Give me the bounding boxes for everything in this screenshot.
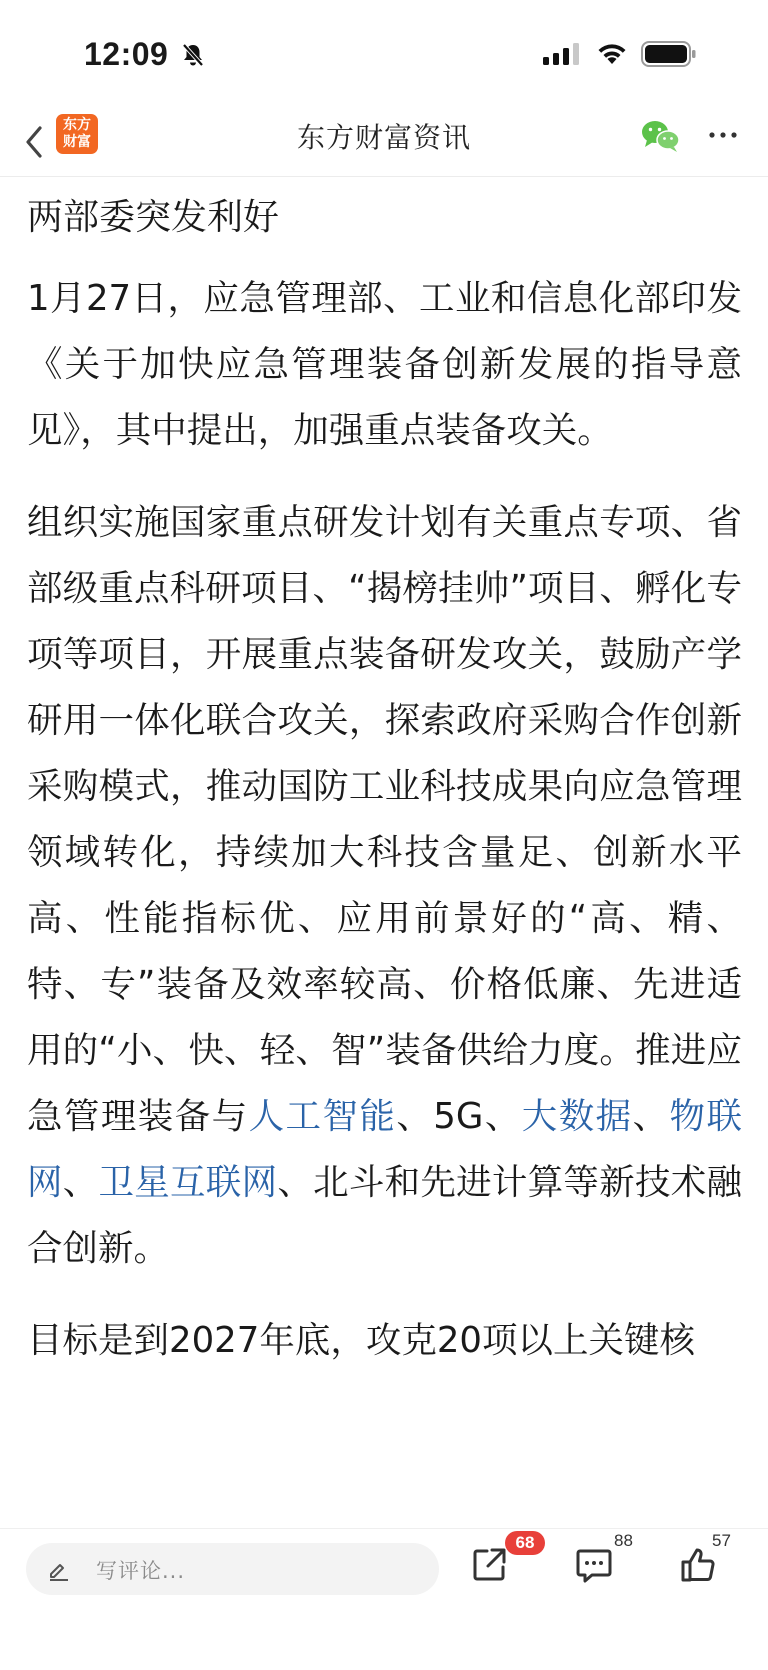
page-title: 东方财富资讯 xyxy=(296,121,471,154)
paragraph-2-sep-2: 、 xyxy=(62,1162,99,1203)
battery-icon xyxy=(641,41,697,67)
paragraph-2-sep-5g: 、5G、 xyxy=(396,1096,522,1137)
wifi-icon xyxy=(595,40,629,66)
comment-icon[interactable] xyxy=(574,1545,614,1585)
bottom-action-bar xyxy=(0,1528,768,1670)
paragraph-2-sep-1: 、 xyxy=(632,1096,670,1137)
comment-placeholder: 写评论... xyxy=(96,1559,186,1583)
comment-count: 88 xyxy=(614,1531,633,1550)
article-subheading: 两部委突发利好 xyxy=(27,197,280,238)
link-big-data[interactable]: 大数据 xyxy=(521,1096,633,1137)
bell-slash-icon xyxy=(180,42,206,68)
logo-text-line1: 东方 xyxy=(63,117,91,133)
more-dots-icon[interactable] xyxy=(706,120,740,150)
status-time: 12:09 xyxy=(84,36,169,72)
paragraph-2-text-b: 、北斗和先进计算等新技术融合创新。 xyxy=(27,1162,742,1269)
article-paragraph-3: 目标是到2027年底，攻克20项以上关键核 xyxy=(27,1320,696,1361)
logo-text-line2: 财富 xyxy=(63,134,91,150)
comment-input[interactable] xyxy=(26,1543,439,1595)
thumbs-up-icon[interactable] xyxy=(678,1545,718,1585)
article-body xyxy=(27,180,742,1525)
article-paragraph-2 xyxy=(27,490,742,1282)
pen-icon xyxy=(46,1557,72,1583)
like-count: 57 xyxy=(712,1531,731,1550)
share-icon[interactable] xyxy=(470,1545,510,1585)
link-satellite-internet[interactable]: 卫星互联网 xyxy=(98,1162,278,1203)
share-count-badge: 68 xyxy=(505,1531,545,1555)
cellular-signal-icon xyxy=(543,42,583,66)
status-bar xyxy=(0,0,768,110)
article-paragraph-1: 1月27日，应急管理部、工业和信息化部印发《关于加快应急管理装备创新发展的指导意见》，其中提出，加强重点装备攻关。 xyxy=(27,278,742,451)
wechat-icon[interactable] xyxy=(640,118,682,154)
navigation-bar xyxy=(0,110,768,177)
link-artificial-intelligence[interactable]: 人工智能 xyxy=(248,1096,397,1137)
paragraph-2-text-a: 组织实施国家重点研发计划有关重点专项、省部级重点科研项目、“揭榜挂帅”项目、孵化专项等项目，开展重点装备研发攻关，鼓励产学研用一体化联合攻关，探索政府采购合作创新采购模式，推动国防工业科技成果向应急管理领域转化，持续加大科技含量足、创新水平高、性能指标优、应用前景好的“高、精、特、专”装备及效率较高、价格低廉、先进适用的“小、快、轻、智”装备供给力度。推进应急管理装备与 xyxy=(27,502,742,1137)
link-iot[interactable]: 物联网 xyxy=(27,1096,742,1203)
